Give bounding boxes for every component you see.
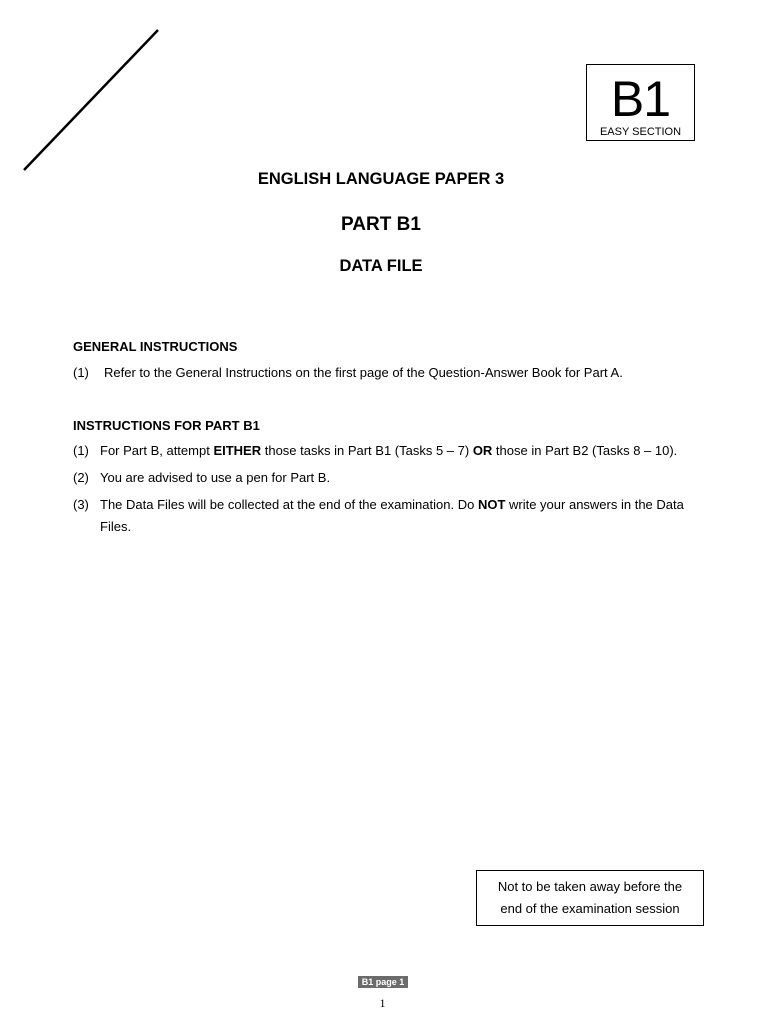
section-label: EASY SECTION (599, 126, 682, 138)
retention-notice (476, 870, 704, 926)
item-number: (1) (73, 365, 89, 380)
item-text: You are advised to use a pen for Part B. (100, 470, 331, 485)
part-title: PART B1 (341, 214, 421, 235)
part-instruction-item-1 (73, 440, 693, 462)
paper-title: ENGLISH LANGUAGE PAPER 3 (257, 170, 505, 188)
item-text: The Data Files will be collected at the end of the examination. Do NOT write your answers in the Data Files. (100, 497, 684, 534)
section-code: B1 (610, 71, 671, 127)
part-instruction-item-3 (73, 494, 688, 538)
item-text: For Part B, attempt EITHER those tasks in Part B1 (Tasks 5 – 7) OR those in Part B2 (Tasks 8 – 10). (100, 443, 678, 458)
emphasis-not: NOT (477, 497, 506, 512)
section-box (586, 64, 695, 141)
data-file-title: DATA FILE (339, 257, 423, 275)
general-instructions-heading: GENERAL INSTRUCTIONS (73, 339, 238, 354)
notice-line-2: end of the examination session (500, 901, 680, 916)
page-number: 1 (379, 996, 386, 1010)
notice-line-1: Not to be taken away before the (497, 879, 683, 894)
page-tag: B1 page 1 (358, 976, 408, 988)
general-instruction-item (73, 362, 693, 384)
item-number: (1) (73, 443, 89, 458)
item-text: Refer to the General Instructions on the first page of the Question-Answer Book for Part A. (104, 365, 623, 380)
emphasis-or: OR (472, 443, 493, 458)
part-instruction-item-2 (73, 467, 693, 489)
part-instructions-heading: INSTRUCTIONS FOR PART B1 (73, 418, 260, 433)
emphasis-either: EITHER (213, 443, 262, 458)
item-number: (2) (73, 470, 89, 485)
item-number: (3) (73, 497, 89, 512)
